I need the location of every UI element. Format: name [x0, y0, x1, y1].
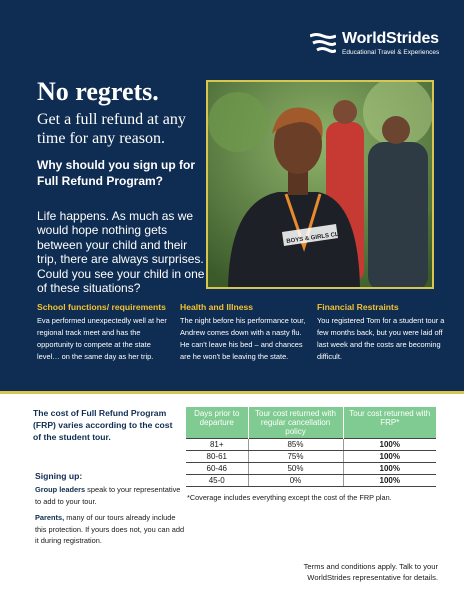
cell-days: 81+: [186, 439, 248, 451]
group-leaders-paragraph: [35, 484, 185, 507]
cell-days: 80-61: [186, 451, 248, 463]
cell-frp: 100%: [343, 439, 436, 451]
subheadline: Get a full refund at any time for any reason.: [37, 111, 186, 147]
headline: No regrets.: [37, 77, 159, 106]
terms-note: Terms and conditions apply. Talk to your WorldStrides representative for details.: [303, 562, 438, 582]
parents-label: Parents,: [35, 513, 65, 522]
table-row: [186, 439, 436, 451]
worldstrides-stripes-icon: [310, 32, 336, 54]
header-regular: Tour cost returned with regular cancellation policy: [248, 407, 343, 439]
parents-paragraph: [35, 512, 185, 547]
cell-regular: 0%: [248, 475, 343, 487]
situation-title: Financial Restraints: [317, 302, 399, 312]
cell-days: 45-0: [186, 475, 248, 487]
situation-body: You registered Tom for a student tour a few months back, but you were laid off last week and the costs are becoming difficult.: [317, 316, 445, 361]
parents-text: many of our tours already include this protection. If yours does not, you can add it during registration.: [35, 513, 185, 545]
situation-title: School functions/ requirements: [37, 302, 166, 312]
situation-body: The night before his performance tour, Andrew comes down with a nasty flu. He can't leave his bed – and chances are he won't be leaving the state.: [180, 316, 306, 361]
cell-frp: 100%: [343, 475, 436, 487]
situation-health: [180, 302, 310, 363]
situation-title: Health and Illness: [180, 302, 254, 312]
cost-statement: The cost of Full Refund Program (FRP) varies according to the cost of the student tour.: [33, 408, 173, 442]
group-leaders-text: speak to your representative to add to your tour.: [35, 485, 181, 506]
why-question: Why should you sign up for Full Refund Program?: [37, 158, 195, 188]
cell-frp: 100%: [343, 451, 436, 463]
coverage-footnote: *Coverage includes everything except the cost of the FRP plan.: [187, 493, 392, 502]
brand-name: WorldStrides: [342, 30, 439, 47]
situation-body: Eva performed unexpectedly well at her regional track meet and has the opportunity to compete at the state level… on the same day as her trip.: [37, 316, 167, 361]
brand-tagline: Educational Travel & Experiences: [342, 49, 440, 56]
table-row: [186, 463, 436, 475]
situation-school: [37, 302, 167, 363]
hero-photo: [206, 80, 434, 289]
divider-line: [0, 391, 464, 394]
cell-regular: 85%: [248, 439, 343, 451]
header-frp: Tour cost returned with FRP*: [343, 407, 436, 439]
brand-logo: [310, 30, 440, 62]
cell-regular: 50%: [248, 463, 343, 475]
intro-paragraph: Life happens. As much as we would hope nothing gets between your child and their trip, there are always surprises. Could you see your child in one of these situations?: [37, 209, 205, 296]
table-row: [186, 451, 436, 463]
refund-table: [186, 407, 436, 487]
signing-heading: Signing up:: [35, 471, 83, 481]
photo-shirt-text: BOYS & GIRLS CLUB: [286, 230, 348, 246]
table-header-row: [186, 407, 436, 439]
cell-frp: 100%: [343, 463, 436, 475]
cell-days: 60-46: [186, 463, 248, 475]
table-row: [186, 475, 436, 487]
cell-regular: 75%: [248, 451, 343, 463]
header-days: Days prior to departure: [186, 407, 248, 439]
situation-financial: [317, 302, 447, 363]
group-leaders-label: Group leaders: [35, 485, 86, 494]
